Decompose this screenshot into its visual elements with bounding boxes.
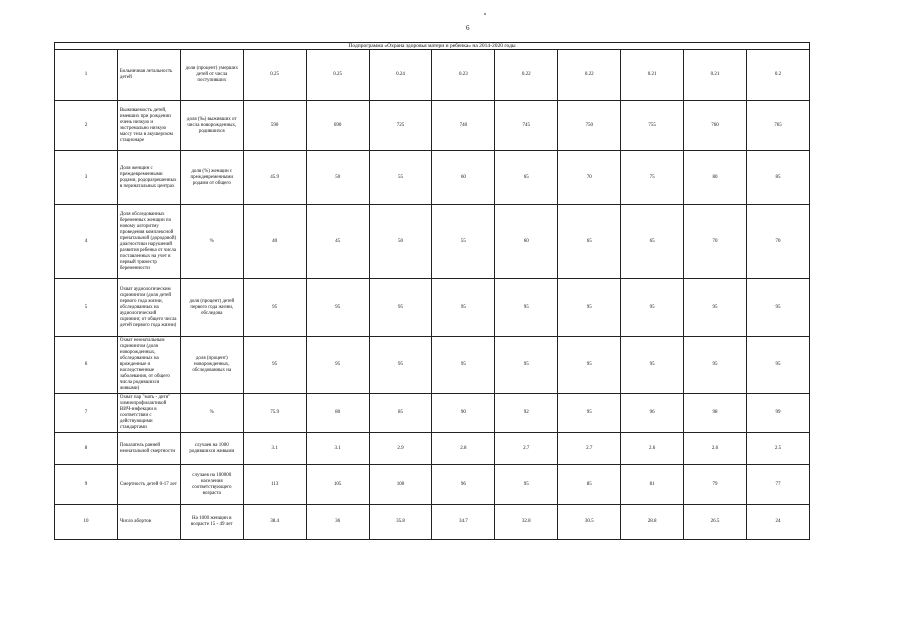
value-cell: 2.5 bbox=[746, 433, 809, 465]
row-number: 4 bbox=[55, 205, 118, 279]
value-cell: 36 bbox=[306, 505, 369, 540]
scan-speck bbox=[484, 13, 486, 15]
value-cell: 65 bbox=[621, 205, 684, 279]
value-cell: 45 bbox=[306, 205, 369, 279]
indicator-name: Выживаемость детей, имевших при рождении очень низкую и экстремально низкую массу тела в акушерском стационаре bbox=[117, 101, 180, 151]
unit-cell: доля (‰) выживших от числа новорожденных, родившихся bbox=[180, 101, 243, 151]
value-cell: 80 bbox=[684, 151, 747, 205]
value-cell: 85 bbox=[369, 394, 432, 433]
value-cell: 590 bbox=[243, 101, 306, 151]
value-cell: 55 bbox=[432, 205, 495, 279]
value-cell: 95 bbox=[495, 279, 558, 337]
value-cell: 95 bbox=[243, 337, 306, 394]
value-cell: 50 bbox=[369, 205, 432, 279]
table-row bbox=[55, 465, 810, 505]
value-cell: 34.7 bbox=[432, 505, 495, 540]
value-cell: 85 bbox=[558, 465, 621, 505]
value-cell: 80 bbox=[306, 394, 369, 433]
value-cell: 55 bbox=[369, 151, 432, 205]
value-cell: 0.22 bbox=[495, 50, 558, 101]
table-row bbox=[55, 433, 810, 465]
value-cell: 40 bbox=[243, 205, 306, 279]
value-cell: 28.8 bbox=[621, 505, 684, 540]
value-cell: 96 bbox=[432, 465, 495, 505]
value-cell: 32.8 bbox=[495, 505, 558, 540]
indicator-name: Число абортов bbox=[117, 505, 180, 540]
value-cell: 95 bbox=[495, 337, 558, 394]
value-cell: 81 bbox=[621, 465, 684, 505]
value-cell: 95 bbox=[684, 337, 747, 394]
value-cell: 26.5 bbox=[684, 505, 747, 540]
table-row bbox=[55, 505, 810, 540]
value-cell: 0.25 bbox=[243, 50, 306, 101]
value-cell: 95 bbox=[746, 279, 809, 337]
table-row bbox=[55, 279, 810, 337]
value-cell: 750 bbox=[558, 101, 621, 151]
unit-cell: случаев на 100000 населения соответствующего возраста bbox=[180, 465, 243, 505]
value-cell: 2.8 bbox=[432, 433, 495, 465]
unit-cell: доля (процент) умерших детей от числа поступивших bbox=[180, 50, 243, 101]
value-cell: 95 bbox=[558, 337, 621, 394]
value-cell: 0.21 bbox=[684, 50, 747, 101]
value-cell: 765 bbox=[746, 101, 809, 151]
unit-cell: доля (процент) новорожденных, обследованных на bbox=[180, 337, 243, 394]
row-number: 9 bbox=[55, 465, 118, 505]
value-cell: 95 bbox=[621, 279, 684, 337]
indicator-name: Охват аудиологическим скринингом (доля детей первого года жизни, обследованных на аудиологический скрининг, от общего числа детей первого года жизни) bbox=[117, 279, 180, 337]
value-cell: 690 bbox=[306, 101, 369, 151]
value-cell: 38.4 bbox=[243, 505, 306, 540]
value-cell: 77 bbox=[746, 465, 809, 505]
value-cell: 65 bbox=[558, 205, 621, 279]
table-row bbox=[55, 151, 810, 205]
indicator-name: Больничная летальность детей bbox=[117, 50, 180, 101]
row-number: 1 bbox=[55, 50, 118, 101]
row-number: 8 bbox=[55, 433, 118, 465]
indicator-name: Доля женщин с преждевременными родами, родоразрешенных в перинатальных центрах bbox=[117, 151, 180, 205]
value-cell: 60 bbox=[432, 151, 495, 205]
value-cell: 99 bbox=[746, 394, 809, 433]
indicator-table bbox=[54, 42, 810, 540]
value-cell: 760 bbox=[684, 101, 747, 151]
row-number: 5 bbox=[55, 279, 118, 337]
unit-cell: На 1000 женщин в возрасте 15 - 49 лет bbox=[180, 505, 243, 540]
value-cell: 0.22 bbox=[558, 50, 621, 101]
value-cell: 65 bbox=[495, 151, 558, 205]
value-cell: 0.23 bbox=[432, 50, 495, 101]
value-cell: 95 bbox=[558, 279, 621, 337]
page-number: 6 bbox=[466, 24, 470, 32]
value-cell: 60 bbox=[495, 205, 558, 279]
value-cell: 95 bbox=[432, 279, 495, 337]
value-cell: 2.6 bbox=[621, 433, 684, 465]
indicator-name: Охват неонатальным скринингом (доля новорожденных, обследованных на врожденные и наследственные заболевания, от общего числа родившихся живыми) bbox=[117, 337, 180, 394]
table-body bbox=[55, 43, 810, 540]
value-cell: 85 bbox=[746, 151, 809, 205]
value-cell: 3.1 bbox=[243, 433, 306, 465]
value-cell: 95 bbox=[243, 279, 306, 337]
value-cell: 3.1 bbox=[306, 433, 369, 465]
unit-cell: % bbox=[180, 205, 243, 279]
value-cell: 45.9 bbox=[243, 151, 306, 205]
value-cell: 755 bbox=[621, 101, 684, 151]
value-cell: 2.6 bbox=[684, 433, 747, 465]
table-title: Подпрограмма «Охрана здоровья матери и ребенка» на 2014-2020 годы bbox=[55, 43, 810, 50]
unit-cell: доля (процент) детей первого года жизни, обследова bbox=[180, 279, 243, 337]
row-number: 2 bbox=[55, 101, 118, 151]
value-cell: 113 bbox=[243, 465, 306, 505]
value-cell: 95 bbox=[369, 337, 432, 394]
table-row bbox=[55, 337, 810, 394]
table-row bbox=[55, 394, 810, 433]
value-cell: 79 bbox=[684, 465, 747, 505]
value-cell: 70 bbox=[746, 205, 809, 279]
unit-cell: доля (%) женщин с преждевременными родами от общего bbox=[180, 151, 243, 205]
value-cell: 740 bbox=[432, 101, 495, 151]
indicator-name: Охват пар "мать - дитя" химиопрофилактикой ВИЧ-инфекции в соответствии с действующими стандартами bbox=[117, 394, 180, 433]
row-number: 6 bbox=[55, 337, 118, 394]
value-cell: 95 bbox=[306, 279, 369, 337]
value-cell: 2.9 bbox=[369, 433, 432, 465]
table-title-row bbox=[55, 43, 810, 50]
value-cell: 70 bbox=[558, 151, 621, 205]
value-cell: 75.9 bbox=[243, 394, 306, 433]
value-cell: 0.21 bbox=[621, 50, 684, 101]
value-cell: 24 bbox=[746, 505, 809, 540]
value-cell: 95 bbox=[621, 337, 684, 394]
value-cell: 95 bbox=[369, 279, 432, 337]
value-cell: 90 bbox=[432, 394, 495, 433]
unit-cell: случаев на 1000 родившихся живыми bbox=[180, 433, 243, 465]
value-cell: 2.7 bbox=[558, 433, 621, 465]
value-cell: 75 bbox=[621, 151, 684, 205]
value-cell: 98 bbox=[684, 394, 747, 433]
value-cell: 95 bbox=[746, 337, 809, 394]
value-cell: 0.2 bbox=[746, 50, 809, 101]
value-cell: 0.24 bbox=[369, 50, 432, 101]
indicator-name: Доля обследованных беременных женщин по новому алгоритму проведения комплексной пренатальной (дородовой) диагностики нарушений развития ребенка от числа поставленных на учет в первый триместр беременности bbox=[117, 205, 180, 279]
value-cell: 100 bbox=[369, 465, 432, 505]
value-cell: 95 bbox=[432, 337, 495, 394]
value-cell: 30.5 bbox=[558, 505, 621, 540]
table-row bbox=[55, 50, 810, 101]
value-cell: 95 bbox=[684, 279, 747, 337]
unit-cell: % bbox=[180, 394, 243, 433]
value-cell: 96 bbox=[621, 394, 684, 433]
value-cell: 0.25 bbox=[306, 50, 369, 101]
indicator-name: Смертность детей 0-17 лет bbox=[117, 465, 180, 505]
value-cell: 2.7 bbox=[495, 433, 558, 465]
value-cell: 70 bbox=[684, 205, 747, 279]
value-cell: 745 bbox=[495, 101, 558, 151]
value-cell: 95 bbox=[306, 337, 369, 394]
value-cell: 105 bbox=[306, 465, 369, 505]
value-cell: 35.8 bbox=[369, 505, 432, 540]
row-number: 10 bbox=[55, 505, 118, 540]
indicator-name: Показатель ранней неонатальной смертности bbox=[117, 433, 180, 465]
row-number: 7 bbox=[55, 394, 118, 433]
value-cell: 92 bbox=[495, 394, 558, 433]
value-cell: 725 bbox=[369, 101, 432, 151]
table-row bbox=[55, 101, 810, 151]
value-cell: 50 bbox=[306, 151, 369, 205]
row-number: 3 bbox=[55, 151, 118, 205]
value-cell: 95 bbox=[558, 394, 621, 433]
value-cell: 95 bbox=[495, 465, 558, 505]
table-row bbox=[55, 205, 810, 279]
